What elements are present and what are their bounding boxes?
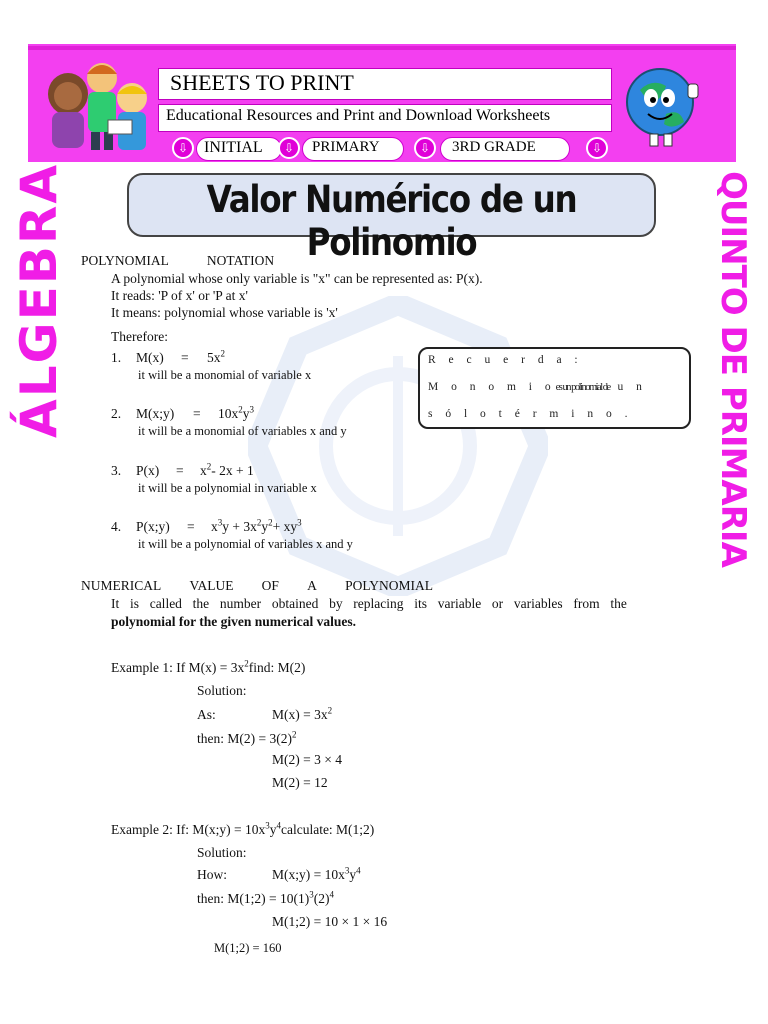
example-1-as-expr: $M(x) = 3x^2$ [272, 705, 333, 722]
level-primary-label: PRIMARY [312, 139, 380, 155]
arrow-down-icon[interactable]: ⇩ [278, 137, 300, 159]
list-item-4-note: it will be a polynomial of variables x and y [138, 537, 353, 551]
list-item-3: 3. P(x) = $x^2-$ 2x + 1 [111, 461, 254, 478]
arrow-down-icon[interactable]: ⇩ [414, 137, 436, 159]
section-heading-numerical: NUMERICAL VALUE OF A POLYNOMIAL [81, 578, 433, 593]
side-label-algebra: ÁLGEBRA [10, 162, 68, 438]
notation-line-1: A polynomial whose only variable is "x" can be represented as: P(x). [111, 271, 483, 286]
remember-title: R e c u e r d a : [428, 354, 583, 366]
example-1-solution-label: Solution: [197, 683, 247, 698]
example-2-step-1: M(1;2) = 10 × 1 × 16 [272, 914, 388, 929]
example-1-step-1: M(2) = 3 × 4 [272, 752, 342, 767]
example-1-statement: Example 1: If $M(x) = 3x^2find$: M(2) [111, 658, 306, 675]
remember-line-3: s ó l o t é r m i n o . [428, 408, 633, 420]
example-2-how-label: How: [197, 867, 227, 882]
level-initial-label: INITIAL [204, 139, 263, 156]
tagline: Educational Resources and Print and Download Worksheets [166, 107, 551, 124]
notation-line-2: It reads: 'P of x' or 'P at x' [111, 288, 248, 303]
kids-illustration [38, 56, 156, 156]
example-2-step-2: M(1;2) = 160 [214, 941, 282, 955]
arrow-down-icon[interactable]: ⇩ [586, 137, 608, 159]
numerical-line-2: polynomial for the given numerical values. [111, 614, 356, 629]
numerical-line-1: It is called the number obtained by replacing its variable or variables from the [111, 596, 627, 611]
example-1-step-2: M(2) = 12 [272, 775, 328, 790]
therefore-label: Therefore: [111, 329, 168, 344]
list-item-4: 4. P(x;y) = $x^3y + 3x^2y^2+ xy^3$ [111, 517, 302, 534]
list-item-2: 2. M(x;y) = $10x^2y^3$ [111, 404, 254, 421]
list-item-2-note: it will be a monomial of variables x and y [138, 424, 347, 438]
remember-line-2: M o n o m i oes un polinomial de u n [428, 381, 647, 393]
notation-line-3: It means: polynomial whose variable is 'x' [111, 305, 338, 320]
side-label-grade: QUINTO DE PRIMARIA [713, 171, 753, 567]
globe-mascot-icon [622, 64, 704, 150]
list-item-1-note: it will be a monomial of variable x [138, 368, 312, 382]
example-2-statement: Example 2: If: M(x;y) = $10x^3y^4calculate$: M(1;2) [111, 820, 375, 837]
list-item-3-note: it will be a polynomial in variable x [138, 481, 317, 495]
example-1-then: then: $M(2) = 3(2)^2$ [197, 729, 297, 746]
section-heading-notation: POLYNOMIAL NOTATION [81, 253, 275, 268]
level-grade-label: 3RD GRADE [452, 139, 536, 155]
example-2-solution-label: Solution: [197, 845, 247, 860]
site-title: SHEETS TO PRINT [170, 70, 354, 95]
header-stripe [28, 46, 736, 50]
arrow-down-icon[interactable]: ⇩ [172, 137, 194, 159]
page-title: Valor Numérico de un Polinomio [206, 178, 577, 264]
example-1-as-label: As: [197, 707, 216, 722]
example-2-then: then: M(1;2) = $10(1)^3(2)^4$ [197, 889, 334, 906]
example-2-how-expr: M(x;y) = $10x^3y^4$ [272, 865, 361, 882]
list-item-1: 1. M(x) = $5x^2$ [111, 348, 225, 365]
